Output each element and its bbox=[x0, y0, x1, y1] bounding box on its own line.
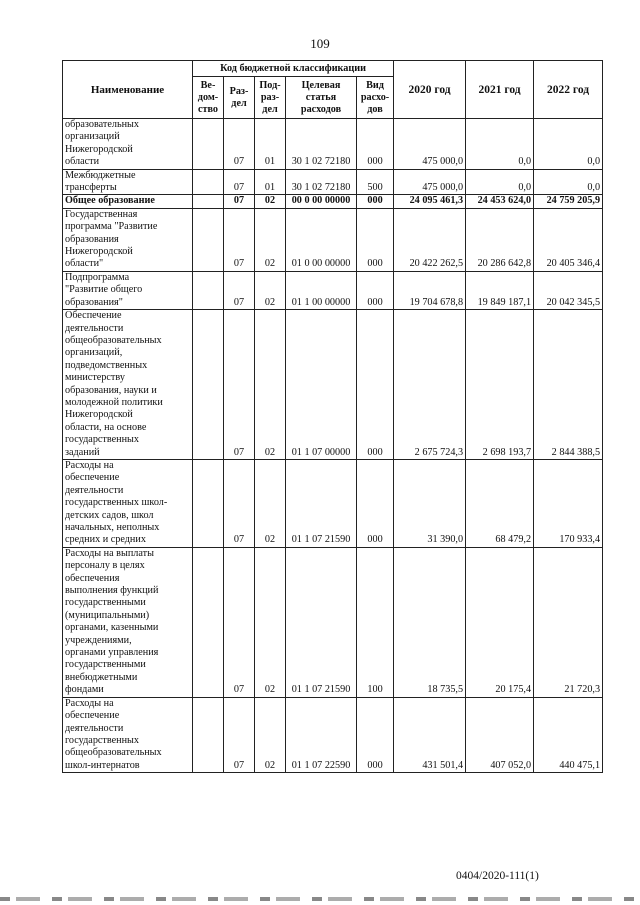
row-name: Общее образование bbox=[63, 195, 193, 208]
header-vedomstvo: Ве- дом- ство bbox=[193, 77, 224, 119]
row-podrazdel: 02 bbox=[255, 697, 286, 772]
row-celevaya-statya: 01 1 07 00000 bbox=[286, 310, 357, 460]
row-podrazdel: 02 bbox=[255, 547, 286, 697]
row-podrazdel: 02 bbox=[255, 310, 286, 460]
row-razdel: 07 bbox=[224, 459, 255, 547]
table-row bbox=[63, 547, 603, 697]
row-amount-2020: 2 675 724,3 bbox=[394, 310, 466, 460]
row-podrazdel: 02 bbox=[255, 195, 286, 208]
row-amount-2020: 18 735,5 bbox=[394, 547, 466, 697]
header-name: Наименование bbox=[63, 61, 193, 119]
row-amount-2022: 2 844 388,5 bbox=[534, 310, 603, 460]
row-amount-2022: 21 720,3 bbox=[534, 547, 603, 697]
row-vid-rashodov: 000 bbox=[357, 208, 394, 271]
row-vedomstvo bbox=[193, 208, 224, 271]
row-celevaya-statya: 01 1 07 21590 bbox=[286, 459, 357, 547]
row-podrazdel: 02 bbox=[255, 208, 286, 271]
row-vid-rashodov: 500 bbox=[357, 169, 394, 195]
row-vid-rashodov: 000 bbox=[357, 195, 394, 208]
row-amount-2020: 475 000,0 bbox=[394, 169, 466, 195]
row-vid-rashodov: 000 bbox=[357, 459, 394, 547]
row-amount-2022: 0,0 bbox=[534, 169, 603, 195]
row-name: Расходы на выплаты персоналу в целях обеспечения выполнения функций государственными (муниципальными) органами, казенными учреждениями, органами управления государственными внебюджетными фондами bbox=[63, 547, 193, 697]
row-celevaya-statya: 30 1 02 72180 bbox=[286, 169, 357, 195]
row-vedomstvo bbox=[193, 547, 224, 697]
header-year-2021: 2021 год bbox=[466, 61, 534, 119]
row-razdel: 07 bbox=[224, 310, 255, 460]
row-vedomstvo bbox=[193, 459, 224, 547]
table-row bbox=[63, 697, 603, 772]
table-row bbox=[63, 169, 603, 195]
row-amount-2022: 0,0 bbox=[534, 119, 603, 170]
header-year-2020: 2020 год bbox=[394, 61, 466, 119]
table-row bbox=[63, 119, 603, 170]
row-name: Расходы на обеспечение деятельности государственных школ- детских садов, школ начальных, неполных средних и средних bbox=[63, 459, 193, 547]
table-header bbox=[63, 61, 603, 119]
row-amount-2021: 2 698 193,7 bbox=[466, 310, 534, 460]
row-podrazdel: 02 bbox=[255, 271, 286, 309]
row-amount-2021: 68 479,2 bbox=[466, 459, 534, 547]
row-amount-2022: 24 759 205,9 bbox=[534, 195, 603, 208]
row-amount-2020: 475 000,0 bbox=[394, 119, 466, 170]
row-celevaya-statya: 01 1 07 22590 bbox=[286, 697, 357, 772]
row-vid-rashodov: 000 bbox=[357, 271, 394, 309]
row-amount-2021: 20 286 642,8 bbox=[466, 208, 534, 271]
table-row bbox=[63, 310, 603, 460]
row-vid-rashodov: 000 bbox=[357, 119, 394, 170]
row-amount-2020: 431 501,4 bbox=[394, 697, 466, 772]
row-celevaya-statya: 00 0 00 00000 bbox=[286, 195, 357, 208]
header-podrazdel: Под- раз- дел bbox=[255, 77, 286, 119]
table-row bbox=[63, 208, 603, 271]
row-celevaya-statya: 01 1 00 00000 bbox=[286, 271, 357, 309]
row-amount-2022: 20 405 346,4 bbox=[534, 208, 603, 271]
row-vedomstvo bbox=[193, 119, 224, 170]
row-name: Межбюджетные трансферты bbox=[63, 169, 193, 195]
row-celevaya-statya: 30 1 02 72180 bbox=[286, 119, 357, 170]
table-row bbox=[63, 459, 603, 547]
row-amount-2022: 440 475,1 bbox=[534, 697, 603, 772]
page-number: 109 bbox=[310, 36, 330, 51]
row-vedomstvo bbox=[193, 697, 224, 772]
row-amount-2022: 20 042 345,5 bbox=[534, 271, 603, 309]
row-razdel: 07 bbox=[224, 195, 255, 208]
row-amount-2021: 20 175,4 bbox=[466, 547, 534, 697]
row-amount-2020: 31 390,0 bbox=[394, 459, 466, 547]
row-amount-2021: 407 052,0 bbox=[466, 697, 534, 772]
scan-edge-noise bbox=[0, 897, 640, 901]
table-body bbox=[63, 119, 603, 773]
row-razdel: 07 bbox=[224, 547, 255, 697]
row-amount-2022: 170 933,4 bbox=[534, 459, 603, 547]
row-razdel: 07 bbox=[224, 208, 255, 271]
row-amount-2020: 19 704 678,8 bbox=[394, 271, 466, 309]
budget-table bbox=[62, 60, 603, 773]
row-name: образовательных организаций Нижегородской области bbox=[63, 119, 193, 170]
row-name: Подпрограмма "Развитие общего образования" bbox=[63, 271, 193, 309]
row-podrazdel: 02 bbox=[255, 459, 286, 547]
row-celevaya-statya: 01 0 00 00000 bbox=[286, 208, 357, 271]
row-name: Обеспечение деятельности общеобразовательных организаций, подведомственных министерству образования, науки и молодежной политики Нижегородской области, на основе государственных заданий bbox=[63, 310, 193, 460]
row-vid-rashodov: 000 bbox=[357, 697, 394, 772]
header-vid-rashodov: Вид расхо- дов bbox=[357, 77, 394, 119]
row-vedomstvo bbox=[193, 169, 224, 195]
row-vedomstvo bbox=[193, 310, 224, 460]
row-amount-2021: 24 453 624,0 bbox=[466, 195, 534, 208]
row-amount-2021: 0,0 bbox=[466, 119, 534, 170]
row-vedomstvo bbox=[193, 195, 224, 208]
header-celevaya-statya: Целевая статья расходов bbox=[286, 77, 357, 119]
table-row bbox=[63, 271, 603, 309]
row-vid-rashodov: 100 bbox=[357, 547, 394, 697]
row-name: Государственная программа "Развитие образования Нижегородской области" bbox=[63, 208, 193, 271]
row-podrazdel: 01 bbox=[255, 169, 286, 195]
row-amount-2020: 20 422 262,5 bbox=[394, 208, 466, 271]
row-vid-rashodov: 000 bbox=[357, 310, 394, 460]
header-year-2022: 2022 год bbox=[534, 61, 603, 119]
row-razdel: 07 bbox=[224, 169, 255, 195]
row-podrazdel: 01 bbox=[255, 119, 286, 170]
row-razdel: 07 bbox=[224, 119, 255, 170]
row-celevaya-statya: 01 1 07 21590 bbox=[286, 547, 357, 697]
row-vedomstvo bbox=[193, 271, 224, 309]
row-razdel: 07 bbox=[224, 697, 255, 772]
row-amount-2021: 0,0 bbox=[466, 169, 534, 195]
row-amount-2021: 19 849 187,1 bbox=[466, 271, 534, 309]
row-amount-2020: 24 095 461,3 bbox=[394, 195, 466, 208]
header-razdel: Раз- дел bbox=[224, 77, 255, 119]
document-code: 0404/2020-111(1) bbox=[456, 870, 539, 882]
row-name: Расходы на обеспечение деятельности государственных общеобразовательных школ-интернатов bbox=[63, 697, 193, 772]
header-code-group: Код бюджетной классификации bbox=[193, 61, 394, 77]
row-razdel: 07 bbox=[224, 271, 255, 309]
table-row bbox=[63, 195, 603, 208]
